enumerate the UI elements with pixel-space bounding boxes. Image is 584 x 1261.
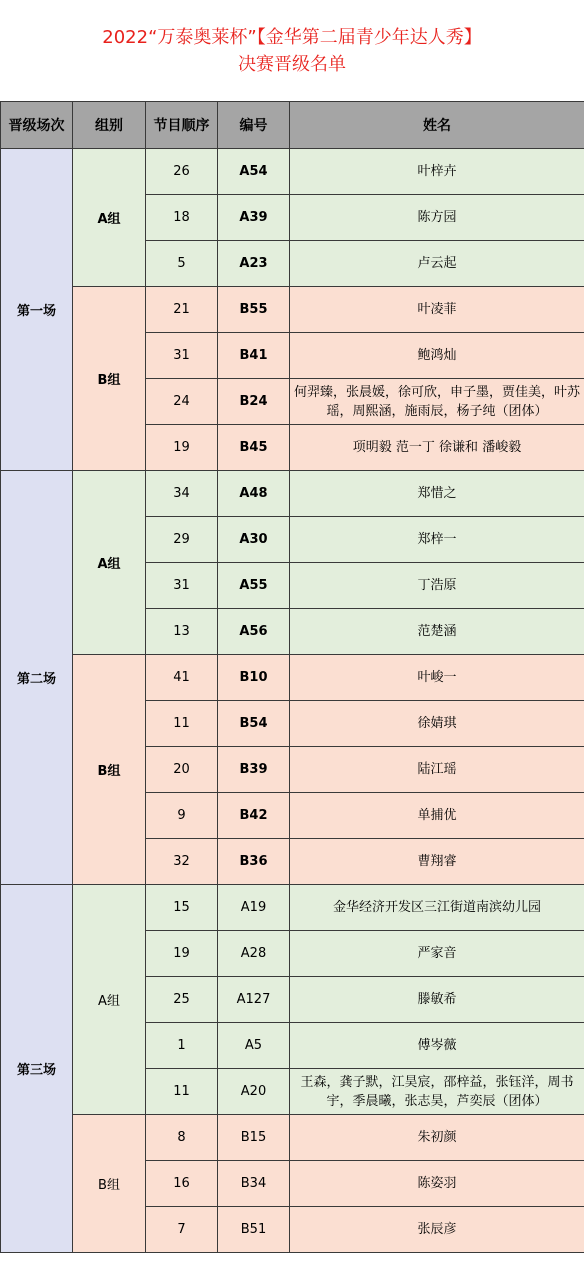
code-cell: B36 xyxy=(218,839,290,885)
code-cell: B54 xyxy=(218,701,290,747)
code-cell: A23 xyxy=(218,241,290,287)
code-cell: B15 xyxy=(218,1115,290,1161)
name-cell: 严家音 xyxy=(290,931,584,977)
name-cell: 叶梓卉 xyxy=(290,149,584,195)
name-cell: 鲍鸿灿 xyxy=(290,333,584,379)
order-cell: 41 xyxy=(146,655,218,701)
name-cell: 朱初颜 xyxy=(290,1115,584,1161)
order-cell: 32 xyxy=(146,839,218,885)
code-cell: A55 xyxy=(218,563,290,609)
name-cell: 张辰彦 xyxy=(290,1207,584,1253)
code-cell: B45 xyxy=(218,425,290,471)
order-cell: 31 xyxy=(146,563,218,609)
name-cell: 郑惜之 xyxy=(290,471,584,517)
name-cell: 陈姿羽 xyxy=(290,1161,584,1207)
name-cell: 丁浩原 xyxy=(290,563,584,609)
header-order: 节目顺序 xyxy=(146,102,218,149)
code-cell: B10 xyxy=(218,655,290,701)
name-cell: 曹翔睿 xyxy=(290,839,584,885)
name-cell: 金华经济开发区三江街道南滨幼儿园 xyxy=(290,885,584,931)
order-cell: 8 xyxy=(146,1115,218,1161)
code-cell: A48 xyxy=(218,471,290,517)
code-cell: A54 xyxy=(218,149,290,195)
table-row xyxy=(1,149,584,195)
order-cell: 24 xyxy=(146,379,218,425)
code-cell: B39 xyxy=(218,747,290,793)
order-cell: 25 xyxy=(146,977,218,1023)
order-cell: 26 xyxy=(146,149,218,195)
table-row xyxy=(1,885,584,931)
order-cell: 13 xyxy=(146,609,218,655)
title-line-1: 2022“万泰奥莱杯”【金华第二届青少年达人秀】 xyxy=(102,27,482,48)
table-row xyxy=(1,655,584,701)
order-cell: 34 xyxy=(146,471,218,517)
name-cell: 徐婧琪 xyxy=(290,701,584,747)
name-cell: 单捕优 xyxy=(290,793,584,839)
code-cell: A19 xyxy=(218,885,290,931)
finalists-table xyxy=(0,101,584,1253)
name-cell: 项明毅 范一丁 徐谦和 潘峻毅 xyxy=(290,425,584,471)
order-cell: 21 xyxy=(146,287,218,333)
round-cell: 第一场 xyxy=(1,149,73,471)
group-cell: A组 xyxy=(73,471,146,655)
round-cell: 第二场 xyxy=(1,471,73,885)
table-row xyxy=(1,287,584,333)
order-cell: 11 xyxy=(146,701,218,747)
group-cell: B组 xyxy=(73,1115,146,1253)
code-cell: B55 xyxy=(218,287,290,333)
code-cell: A20 xyxy=(218,1069,290,1115)
code-cell: B51 xyxy=(218,1207,290,1253)
header-round: 晋级场次 xyxy=(1,102,73,149)
order-cell: 18 xyxy=(146,195,218,241)
group-cell: A组 xyxy=(73,149,146,287)
name-cell: 郑梓一 xyxy=(290,517,584,563)
order-cell: 5 xyxy=(146,241,218,287)
table-row xyxy=(1,471,584,517)
table-row xyxy=(1,1115,584,1161)
code-cell: B34 xyxy=(218,1161,290,1207)
code-cell: B42 xyxy=(218,793,290,839)
name-cell: 陆江瑶 xyxy=(290,747,584,793)
name-cell: 王森，龚子默，江昊宸，邵梓益，张钰洋，周书宇，季晨曦，张志昊，芦奕辰（团体） xyxy=(290,1069,584,1115)
code-cell: A30 xyxy=(218,517,290,563)
order-cell: 19 xyxy=(146,931,218,977)
code-cell: A56 xyxy=(218,609,290,655)
name-cell: 陈方园 xyxy=(290,195,584,241)
name-cell: 范楚涵 xyxy=(290,609,584,655)
name-cell: 卢云起 xyxy=(290,241,584,287)
name-cell: 傅岑薇 xyxy=(290,1023,584,1069)
name-cell: 何羿臻，张晨媛，徐可欣，申子墨，贾佳美，叶苏瑶，周熙涵，施雨辰，杨子纯（团体） xyxy=(290,379,584,425)
header-code: 编号 xyxy=(218,102,290,149)
page-title xyxy=(0,0,584,101)
title-line-2: 决赛晋级名单 xyxy=(238,54,346,75)
round-cell: 第三场 xyxy=(1,885,73,1253)
order-cell: 9 xyxy=(146,793,218,839)
name-cell: 滕敏希 xyxy=(290,977,584,1023)
order-cell: 1 xyxy=(146,1023,218,1069)
order-cell: 19 xyxy=(146,425,218,471)
group-cell: A组 xyxy=(73,885,146,1115)
header-name: 姓名 xyxy=(290,102,584,149)
name-cell: 叶峻一 xyxy=(290,655,584,701)
order-cell: 16 xyxy=(146,1161,218,1207)
group-cell: B组 xyxy=(73,655,146,885)
code-cell: B24 xyxy=(218,379,290,425)
order-cell: 11 xyxy=(146,1069,218,1115)
header-group: 组别 xyxy=(73,102,146,149)
order-cell: 31 xyxy=(146,333,218,379)
order-cell: 15 xyxy=(146,885,218,931)
code-cell: A5 xyxy=(218,1023,290,1069)
order-cell: 7 xyxy=(146,1207,218,1253)
order-cell: 29 xyxy=(146,517,218,563)
order-cell: 20 xyxy=(146,747,218,793)
code-cell: A28 xyxy=(218,931,290,977)
group-cell: B组 xyxy=(73,287,146,471)
code-cell: A39 xyxy=(218,195,290,241)
code-cell: B41 xyxy=(218,333,290,379)
code-cell: A127 xyxy=(218,977,290,1023)
header-row xyxy=(1,102,584,149)
name-cell: 叶凌菲 xyxy=(290,287,584,333)
